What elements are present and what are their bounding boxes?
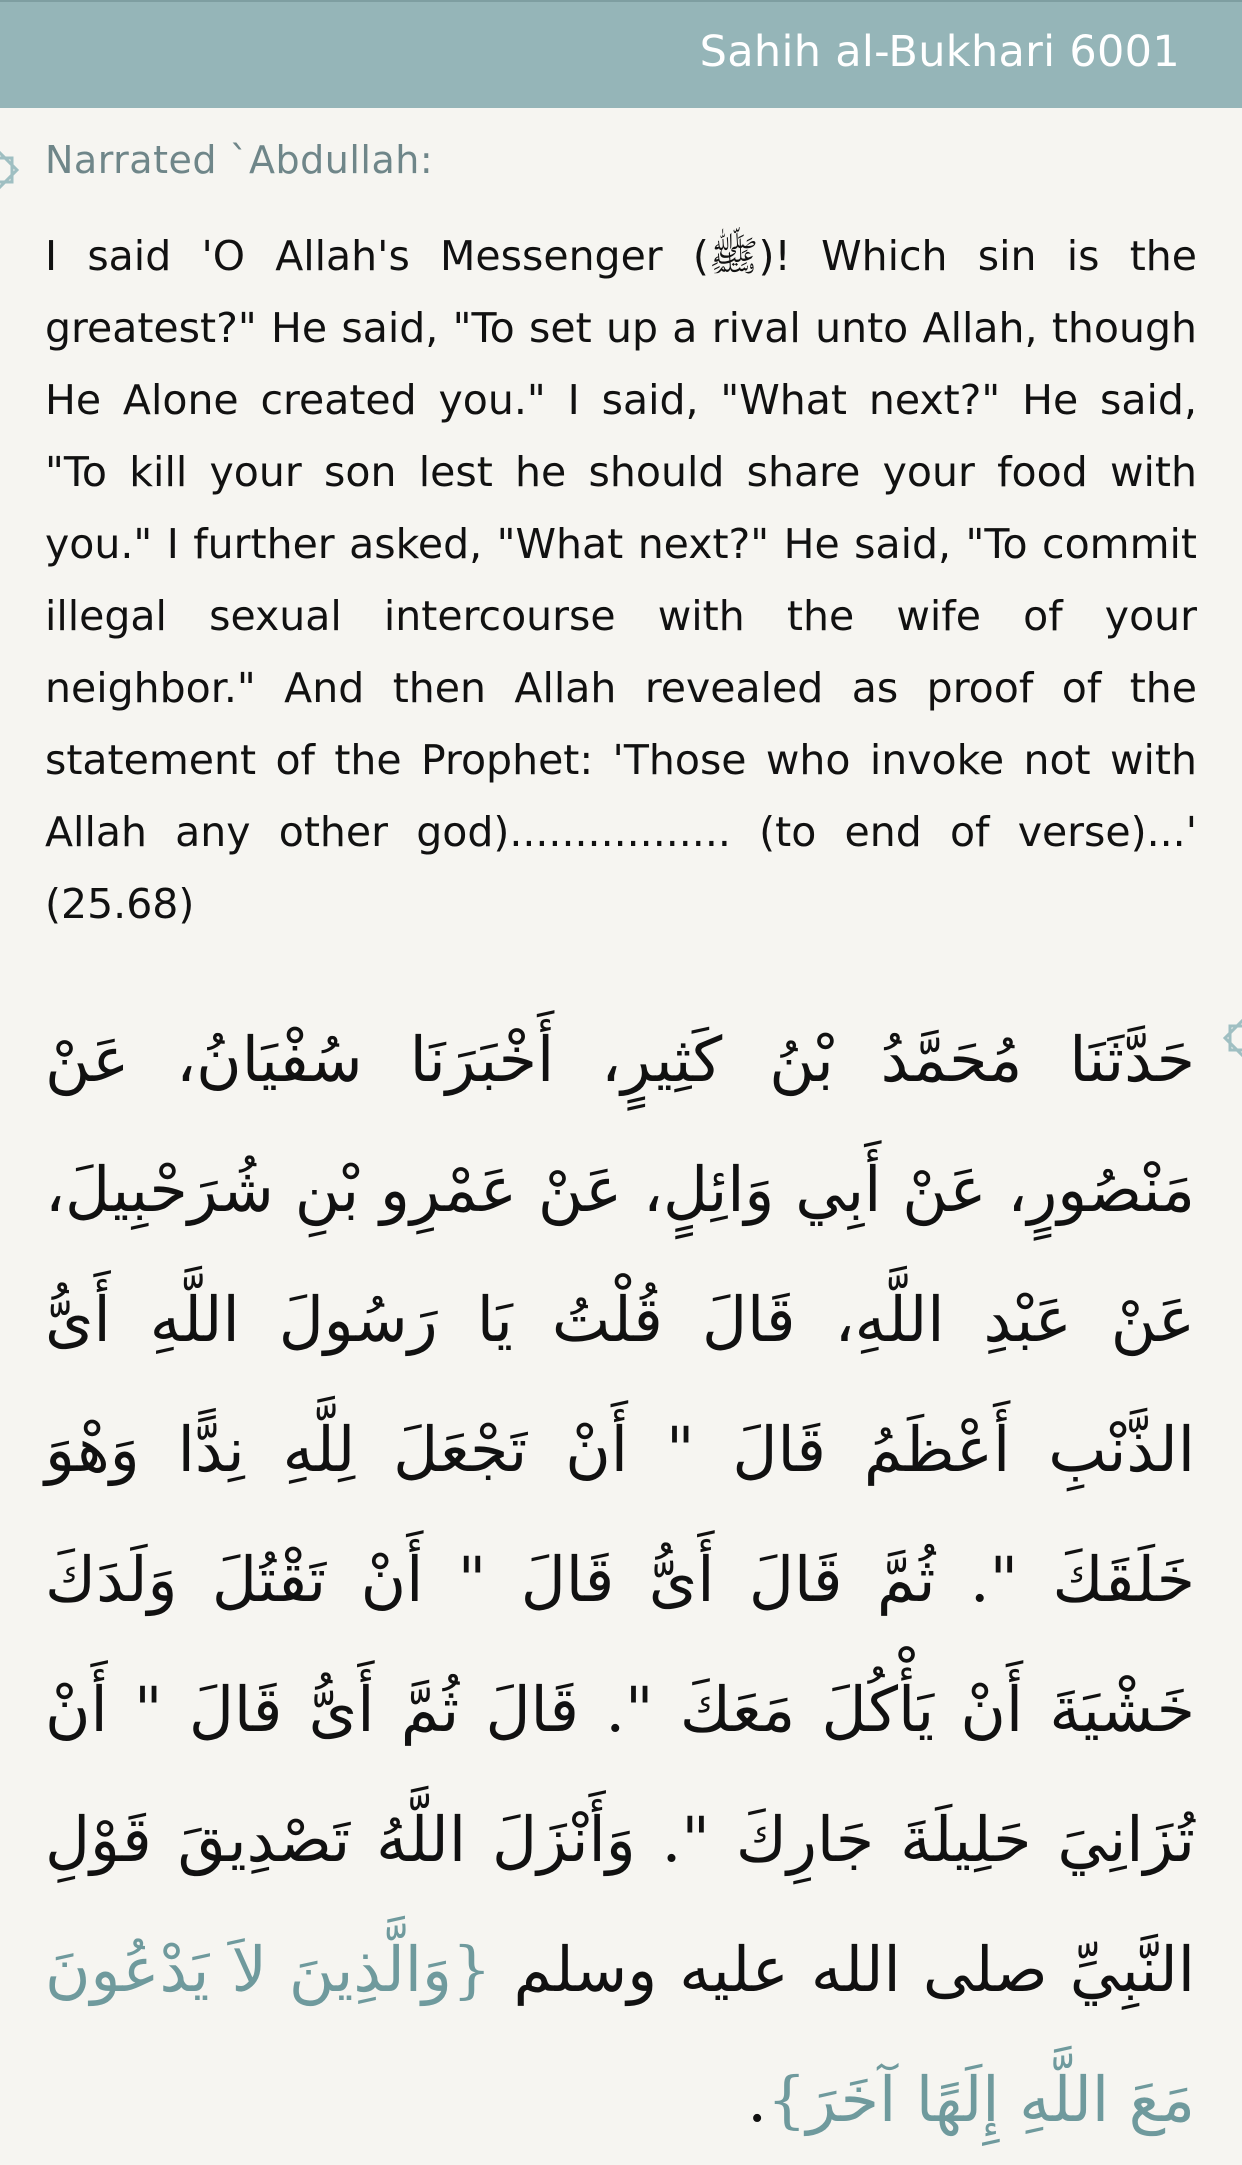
english-hadith-text: I said 'O Allah's Messenger (ﷺ)! Which sin is the greatest?" He said, "To set up a rival unto Allah, though He Alone created you." I said, "What next?" He said, "To kill your son lest he should share your food with you." I further asked, "What next?" He said, "To commit illegal sexual intercourse with the wife of your neighbor." And then Allah revealed as proof of the statement of the Prophet: 'Those who invoke not with Allah any other god)................. (to end of verse)...' (25.68) [45, 232, 1198, 928]
top-bar [0, 0, 1242, 108]
page-title: Sahih al-Bukhari 6001 [699, 27, 1180, 77]
arabic-hadith-text [45, 995, 1195, 2165]
star-ornament-icon [1220, 1016, 1242, 1060]
arabic-end-mark: . [747, 2063, 767, 2136]
arabic-quran-verse: {وَالَّذِينَ لاَ يَدْعُونَ مَعَ اللَّهِ إِلَهًا آخَرَ} [45, 1933, 1195, 2136]
narrator-label: Narrated `Abdullah: [45, 138, 434, 182]
star-ornament-icon [0, 148, 22, 192]
arabic-isnad-matn: حَدَّثَنَا مُحَمَّدُ بْنُ كَثِيرٍ، أَخْبَرَنَا سُفْيَانُ، عَنْ مَنْصُورٍ، عَنْ أَبِي وَائِلٍ، عَنْ عَمْرِو بْنِ شُرَحْبِيلَ، عَنْ عَبْدِ اللَّهِ، قَالَ قُلْتُ يَا رَسُولَ اللَّهِ أَىُّ الذَّنْبِ أَعْظَمُ قَالَ " أَنْ تَجْعَلَ لِلَّهِ نِدًّا وَهْوَ خَلَقَكَ ". ثُمَّ قَالَ أَىُّ قَالَ " أَنْ تَقْتُلَ وَلَدَكَ خَشْيَةَ أَنْ يَأْكُلَ مَعَكَ ". قَالَ ثُمَّ أَىُّ قَالَ " أَنْ تُزَانِيَ حَلِيلَةَ جَارِكَ ". وَأَنْزَلَ اللَّهُ تَصْدِيقَ قَوْلِ النَّبِيِّ صلى الله عليه وسلم [45, 1023, 1195, 2006]
